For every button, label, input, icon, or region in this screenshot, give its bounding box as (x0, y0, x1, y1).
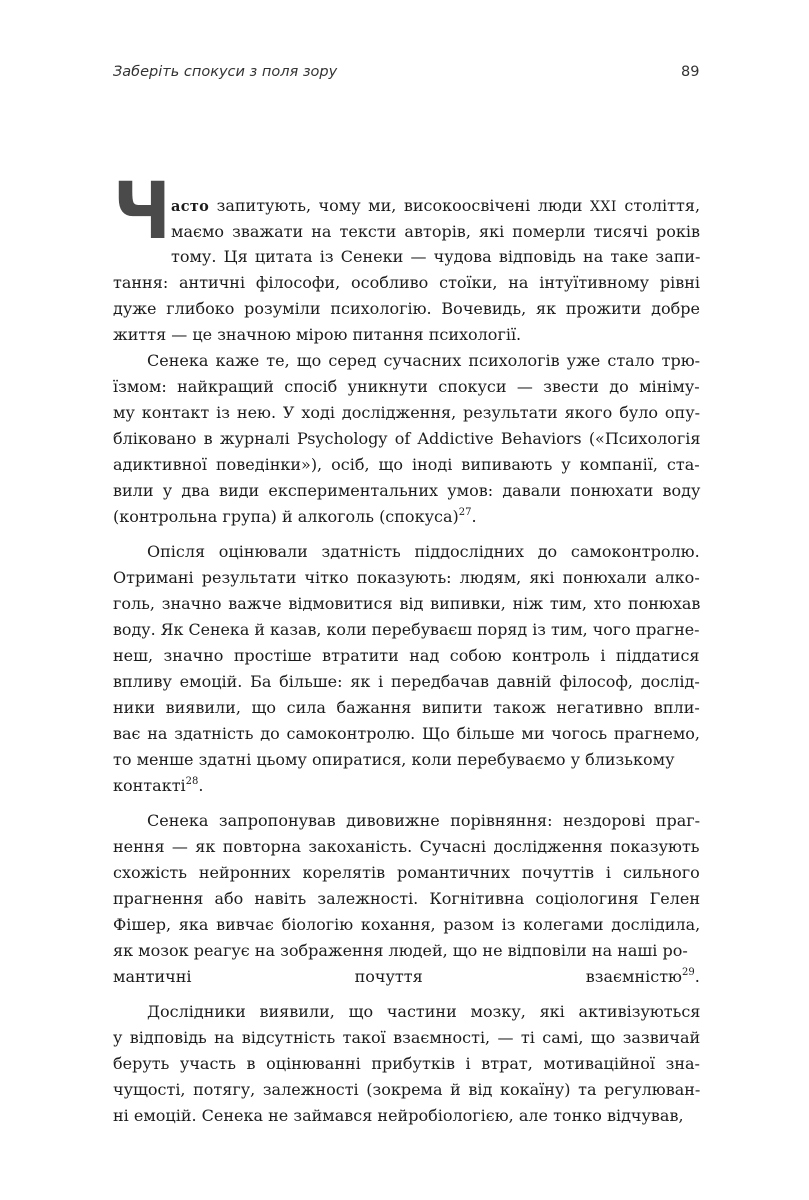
footnote-ref: 29 (681, 967, 695, 978)
text-line: дуже глибоко розуміли психологію. Вочевидь, як прожити добре (113, 299, 700, 318)
text-line: ні емоцій. Сенека не займався нейробіологією, але тонко відчував, (113, 1106, 684, 1125)
footnote-ref: 27 (458, 507, 472, 518)
text-line: ники виявили, що сила бажання випити також негативно впли- (113, 698, 700, 717)
footnote-ref: 28 (185, 776, 199, 787)
text-line: тому. Ця цитата із Сенеки — чудова відповідь на таке запи- (171, 247, 701, 266)
drop-cap: Ч (113, 167, 172, 257)
text-line: нення — як повторна закоханість. Сучасні дослідження показують (113, 837, 700, 856)
text-line: му контакт із нею. У ході дослідження, результати якого було опу- (113, 403, 701, 422)
text-line: неш, значно простіше втратити над собою контроль і піддатися (113, 646, 700, 665)
text-line: адиктивної поведінки»), осіб, що іноді випивають у компанії, ста- (113, 455, 700, 474)
text-line: ває на здатність до самоконтролю. Що більше ми чогось прагнемо, (113, 724, 701, 743)
text-line: як мозок реагує на зображення людей, що не відповіли на наші ро- (113, 941, 688, 960)
text-line: асто запитують, чому ми, високоосвічені люди XXI століття, (171, 196, 701, 215)
text-line: життя — це значною мірою питання психології. (113, 325, 522, 344)
text-line: їзмом: найкращий спосіб уникнути спокуси — звести до мініму- (113, 377, 700, 396)
text-line: Дослідники виявили, що частини мозку, які активізуються (147, 1002, 701, 1021)
text-line: (контрольна група) й алкоголь (спокуса)$^{27}$. (113, 507, 477, 526)
text-line: Опісля оцінювали здатність піддослідних до самоконтролю. (147, 542, 700, 561)
text-line: Фішер, яка вивчає біологію кохання, разом із колегами дослідила, (113, 915, 701, 934)
text-line: прагнення або навіть залежності. Когнітивна соціологиня Гелен (113, 889, 701, 908)
text-line: Сенека запропонував дивовижне порівняння: нездорові праг- (147, 811, 701, 830)
text-line: впливу емоцій. Ба більше: як і передбачав давній філософ, дослід- (113, 672, 700, 691)
text-line: Сенека каже те, що серед сучасних психологів уже стало трю- (147, 351, 701, 370)
text-line: мантичні почуття взаємністю$^{29}$. (113, 967, 700, 986)
running-head-title: Заберіть спокуси з поля зору (113, 64, 338, 80)
text-line: бліковано в журналі Psychology of Addictive Behaviors («Психологія (113, 429, 701, 448)
lead-word: асто (171, 198, 210, 215)
text-line: у відповідь на відсутність такої взаємності, — ті самі, що зазвичай (113, 1028, 701, 1047)
text-line: схожість нейронних корелятів романтичних почуттів і сильного (113, 863, 700, 882)
text-line: воду. Як Сенека й казав, коли перебуваєш поряд із тим, чого прагне- (113, 620, 700, 639)
text-line: голь, значно важче відмовитися від випивки, ніж тим, хто понюхав (113, 594, 701, 613)
text-line: вили у два види експериментальних умов: давали понюхати воду (113, 481, 701, 500)
text-line: то менше здатні цьому опиратися, коли перебуваємо у близькому (113, 750, 675, 769)
text-line: тання: античні філософи, особливо стоїки, на інтуїтивному рівні (113, 273, 701, 292)
text-line: Отримані результати чітко показують: людям, які понюхали алко- (113, 568, 700, 587)
text-line: контакті$^{28}$. (113, 776, 204, 795)
text-line: маємо зважати на тексти авторів, які померли тисячі років (171, 222, 700, 241)
text-line: чущості, потягу, залежності (зокрема й від кокаїну) та регулюван- (113, 1080, 701, 1099)
page-number: 89 (681, 64, 700, 80)
text-line: беруть участь в оцінюванні прибутків і втрат, мотиваційної зна- (113, 1054, 700, 1073)
